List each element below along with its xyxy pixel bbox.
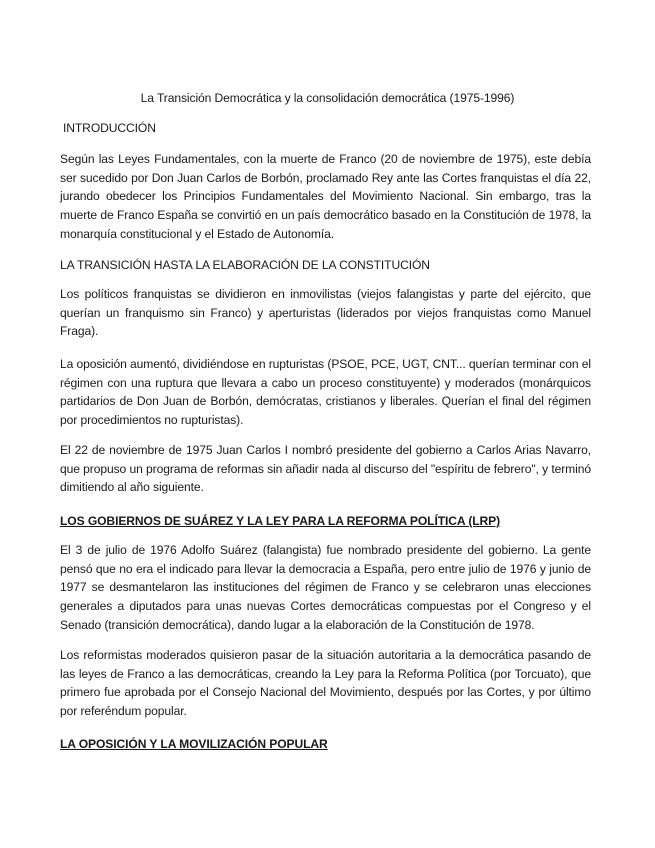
paragraph-introduction: Según las Leyes Fundamentales, con la muerte de Franco (20 de noviembre de 1975), este debía ser sucedido por Don Juan Carlos de Borbón, proclamado Rey ante las Cortes franquistas el día 22, jurando obedecer los Principios Fundamentales del Movimiento Nacional. Sin embargo, tras la muerte de Franco España se convirtió en un país democrático basado en la Constitución de 1978, la monarquía constitucional y el Estado de Autonomía.: [60, 152, 591, 241]
paragraph-arias-navarro: El 22 de noviembre de 1975 Juan Carlos I nombró presidente del gobierno a Carlos Arias Navarro, que propuso un programa de reformas sin añadir nada al discurso del "espíritu de febrero", y terminó dimitiendo al año siguiente.: [60, 443, 591, 495]
document-title: La Transición Democrática y la consolidación democrática (1975-1996): [140, 91, 515, 105]
section-heading-transicion: LA TRANSICIÓN HASTA LA ELABORACIÓN DE LA CONSTITUCIÓN: [60, 258, 430, 272]
paragraph-adolfo-suarez: El 3 de julio de 1976 Adolfo Suárez (falangista) fue nombrado presidente del gobierno. La gente pensó que no era el indicado para llevar la democracia a España, pero entre julio de 1976 y junio de 1977 se desmantelaron las instituciones del régimen de Franco y se celebraron unas elecciones generales a diputados para unas nuevas Cortes democráticas compuestas por el Congreso y el Senado (transición democrática), dando lugar a la elaboración de la Constitución de 1978.: [60, 543, 591, 632]
paragraph-reformistas: Los reformistas moderados quisieron pasar de la situación autoritaria a la democrática pasando de las leyes de Franco a las democráticas, creando la Ley para la Reforma Política (por Torcuato), que primero fue aprobada por el Consejo Nacional del Movimiento, después por las Cortes, y por último por referéndum popular.: [60, 648, 591, 719]
paragraph-politicos-franquistas: Los políticos franquistas se dividieron en inmovilistas (viejos falangistas y parte del ejército, que querían un franquismo sin Franco) y aperturistas (liderados por viejos franquistas como Manuel Fraga).: [60, 287, 591, 339]
section-heading-oposicion-movilizacion: LA OPOSICIÓN Y LA MOVILIZACIÓN POPULAR: [60, 737, 328, 751]
section-heading-gobiernos-suarez: LOS GOBIERNOS DE SUÁREZ Y LA LEY PARA LA REFORMA POLÍTICA (LRP): [60, 514, 501, 528]
paragraph-oposicion: La oposición aumentó, dividiéndose en rupturistas (PSOE, PCE, UGT, CNT... querían terminar con el régimen con una ruptura que llevara a cabo un proceso constituyente) y moderados (monárquicos partidarios de Don Juan de Borbón, demócratas, cristianos y liberales. Querían el final del régimen por procedimientos no rupturistas).: [60, 357, 591, 428]
introduction-heading: INTRODUCCIÓN: [63, 121, 156, 135]
